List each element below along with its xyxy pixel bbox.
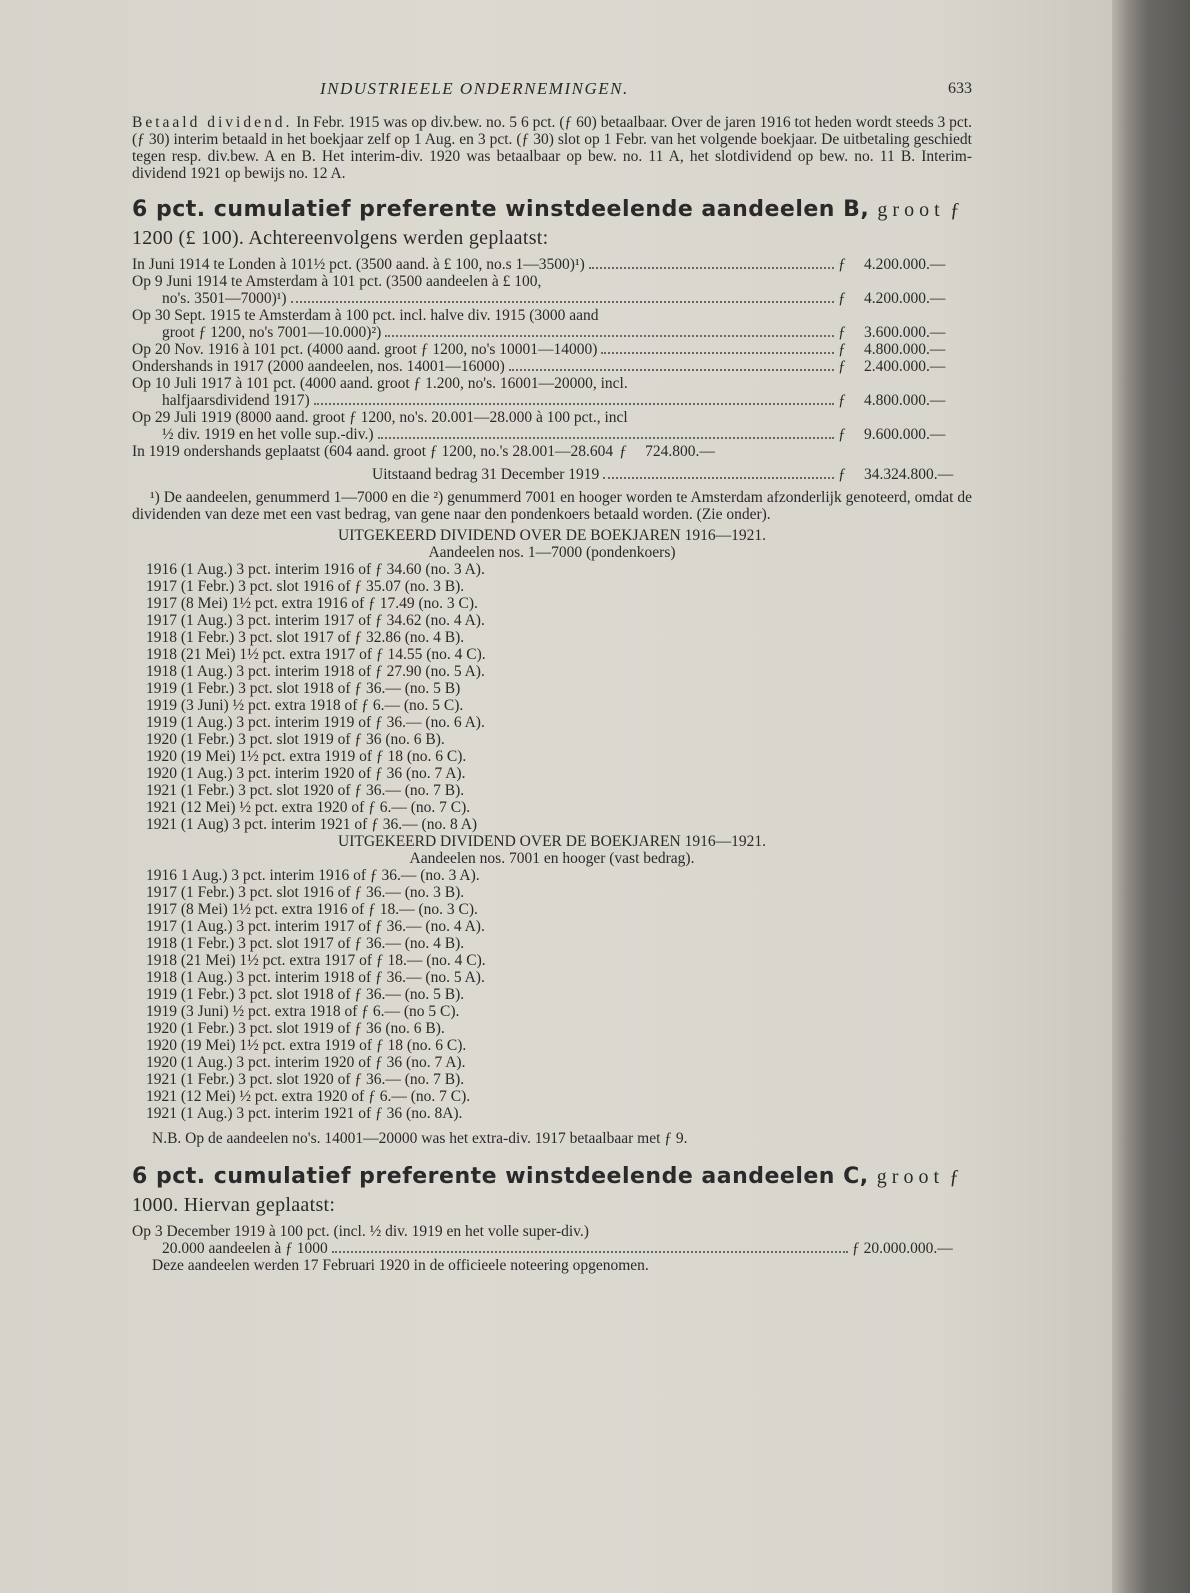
dividend-table-2-title: UITGEKEERD DIVIDEND OVER DE BOEKJAREN 1916—1921. xyxy=(338,833,766,850)
placement-amount: 3.600.000.— xyxy=(864,324,946,341)
dividend-row: 1921 (1 Febr.) 3 pct. slot 1920 of ƒ 36.— (no. 7 B). xyxy=(146,782,465,799)
section-b-heading-bold: 6 pct. cumulatief preferente winstdeelende aandeelen B, xyxy=(132,197,870,222)
placement-text-cont: ½ div. 1919 en het volle sup.-div.) xyxy=(162,426,374,443)
dividend-list-2 xyxy=(146,867,972,1122)
dividend-row: 1920 (1 Febr.) 3 pct. slot 1919 of ƒ 36 (no. 6 B). xyxy=(146,1020,445,1037)
currency-sign: ƒ xyxy=(838,426,846,443)
section-c-heading xyxy=(132,1163,972,1219)
dividend-row: 1918 (1 Aug.) 3 pct. interim 1918 of ƒ 36.— (no. 5 A). xyxy=(146,969,485,986)
placement-amount: 2.400.000.— xyxy=(864,358,946,375)
dividend-row: 1920 (1 Febr.) 3 pct. slot 1919 of ƒ 36 (no. 6 B). xyxy=(146,731,445,748)
placement-row xyxy=(132,409,972,443)
placement-row xyxy=(132,273,972,307)
dividend-table-1-subtitle: Aandeelen nos. 1—7000 (pondenkoers) xyxy=(428,544,676,561)
placement-text: Op 29 Juli 1919 (8000 aand. groot ƒ 1200, no's. 20.001—28.000 à 100 pct., incl xyxy=(132,409,628,426)
dividend-row: 1918 (1 Aug.) 3 pct. interim 1918 of ƒ 27.90 (no. 5 A). xyxy=(146,663,485,680)
placement-text-cont: groot ƒ 1200, no's 7001—10.000)²) xyxy=(162,324,382,341)
dividend-row: 1920 (19 Mei) 1½ pct. extra 1919 of ƒ 18 (no. 6 C). xyxy=(146,748,467,765)
dividend-row: 1916 1 Aug.) 3 pct. interim 1916 of ƒ 36.— (no. 3 A). xyxy=(146,867,480,884)
currency-sign: ƒ xyxy=(838,392,846,409)
dividend-table-2-subtitle: Aandeelen nos. 7001 en hooger (vast bedrag). xyxy=(409,850,695,867)
footnote: ¹) De aandeelen, genummerd 1—7000 en die ²) genummerd 7001 en hooger worden te Amsterdam afzonderlijk genoteerd, omdat de dividenden van deze met een vast bedrag, van gene naar den pondenkoers betaald worden. (Zie onder). xyxy=(132,489,972,523)
section-b-heading xyxy=(132,196,972,252)
dividend-row: 1921 (1 Febr.) 3 pct. slot 1920 of ƒ 36.— (no. 7 B). xyxy=(146,1071,465,1088)
placement-row xyxy=(132,358,972,375)
dividend-row: 1919 (1 Aug.) 3 pct. interim 1919 of ƒ 36.— (no. 6 A). xyxy=(146,714,485,731)
dividend-row: 1917 (8 Mei) 1½ pct. extra 1916 of ƒ 17.49 (no. 3 C). xyxy=(146,595,478,612)
total-row xyxy=(132,466,972,483)
placement-text: Ondershands in 1917 (2000 aandeelen, nos. 14001—16000) xyxy=(132,358,505,375)
dividend-row: 1917 (8 Mei) 1½ pct. extra 1916 of ƒ 18.— (no. 3 C). xyxy=(146,901,478,918)
placement-amount: 724.800.— xyxy=(645,443,715,460)
placement-amount: 4.800.000.— xyxy=(864,392,946,409)
currency-sign: ƒ xyxy=(838,466,846,483)
section-c-groot: groot xyxy=(876,1166,945,1188)
placement-text: Op 9 Juni 1914 te Amsterdam à 101 pct. (3500 aandeelen à £ 100, xyxy=(132,273,542,290)
dividend-row: 1918 (21 Mei) 1½ pct. extra 1917 of ƒ 14.55 (no. 4 C). xyxy=(146,646,486,663)
nb-note: N.B. Op de aandeelen no's. 14001—20000 was het extra-div. 1917 betaalbaar met ƒ 9. xyxy=(152,1130,688,1147)
placement-row xyxy=(132,443,972,460)
section-c-rest: ƒ 1000. Hiervan geplaatst: xyxy=(132,1166,960,1216)
dividend-row: 1916 (1 Aug.) 3 pct. interim 1916 of ƒ 34.60 (no. 3 A). xyxy=(146,561,485,578)
page-content xyxy=(132,80,972,1274)
placement-amount: 4.200.000.— xyxy=(864,290,946,307)
dividend-row: 1919 (3 Juni) ½ pct. extra 1918 of ƒ 6.— (no. 5 C). xyxy=(146,697,464,714)
dividend-row: 1919 (1 Febr.) 3 pct. slot 1918 of ƒ 36.— (no. 5 B). xyxy=(146,986,465,1003)
dividend-row: 1921 (1 Aug.) 3 pct. interim 1921 of ƒ 36 (no. 8A). xyxy=(146,1105,463,1122)
total-label: Uitstaand bedrag 31 December 1919 xyxy=(372,466,600,483)
placement-row xyxy=(132,256,972,273)
section-c-line2-row xyxy=(132,1240,972,1257)
placement-text-cont: halfjaarsdividend 1917) xyxy=(162,392,310,409)
intro-lead: Betaald dividend. xyxy=(132,114,293,131)
placement-text: Op 20 Nov. 1916 à 101 pct. (4000 aand. groot ƒ 1200, no's 10001—14000) xyxy=(132,341,598,358)
dividend-row: 1920 (1 Aug.) 3 pct. interim 1920 of ƒ 36 (no. 7 A). xyxy=(146,765,466,782)
currency-sign: ƒ xyxy=(838,256,846,273)
dividend-row: 1917 (1 Febr.) 3 pct. slot 1916 of ƒ 36.— (no. 3 B). xyxy=(146,884,465,901)
placement-text: In 1919 ondershands geplaatst (604 aand. groot ƒ 1200, no.'s 28.001—28.604 xyxy=(132,443,614,460)
placement-text: Op 30 Sept. 1915 te Amsterdam à 100 pct. incl. halve div. 1915 (3000 aand xyxy=(132,307,599,324)
placement-amount: 9.600.000.— xyxy=(864,426,946,443)
currency-sign: ƒ xyxy=(838,358,846,375)
placement-row xyxy=(132,375,972,409)
page-number: 633 xyxy=(948,80,972,97)
placement-row xyxy=(132,307,972,341)
dividend-row: 1919 (3 Juni) ½ pct. extra 1918 of ƒ 6.— (no 5 C). xyxy=(146,1003,460,1020)
dividend-row: 1920 (19 Mei) 1½ pct. extra 1919 of ƒ 18 (no. 6 C). xyxy=(146,1037,467,1054)
dividend-row: 1921 (12 Mei) ½ pct. extra 1920 of ƒ 6.— (no. 7 C). xyxy=(146,799,471,816)
placement-text-cont: no's. 3501—7000)¹) xyxy=(162,290,287,307)
currency-sign: ƒ xyxy=(838,324,846,341)
total-amount: 34.324.800.— xyxy=(864,466,954,483)
dividend-row: 1918 (21 Mei) 1½ pct. extra 1917 of ƒ 18.— (no. 4 C). xyxy=(146,952,486,969)
dividend-row: 1921 (12 Mei) ½ pct. extra 1920 of ƒ 6.— (no. 7 C). xyxy=(146,1088,471,1105)
dividend-row: 1917 (1 Aug.) 3 pct. interim 1917 of ƒ 34.62 (no. 4 A). xyxy=(146,612,485,629)
placement-text: In Juni 1914 te Londen à 101½ pct. (3500 aand. à £ 100, no.s 1—3500)¹) xyxy=(132,256,585,273)
dividend-row: 1918 (1 Febr.) 3 pct. slot 1917 of ƒ 36.— (no. 4 B). xyxy=(146,935,465,952)
dividend-list-1 xyxy=(146,561,972,833)
section-c-last: Deze aandeelen werden 17 Februari 1920 in de officieele noteering opgenomen. xyxy=(152,1257,649,1274)
placement-amount: 4.200.000.— xyxy=(864,256,946,273)
intro-text: In Febr. 1915 was op div.bew. no. 5 6 pct. (ƒ 60) betaalbaar. Over de jaren 1916 tot heden wordt steeds 3 pct. (ƒ 30) interim betaald in het boekjaar zelf op 1 Aug. en 3 pct. (ƒ 30) slot op 1 Febr. van het volgende boekjaar. De uitbetaling geschiedt tegen resp. div.bew. A en B. Het interim-div. 1920 was betaalbaar op bew. no. 11 A, het slotdividend op bew. no. 11 B. Interim-dividend 1921 op bewijs no. 12 A. xyxy=(132,114,972,182)
running-header xyxy=(132,80,972,104)
section-c-line2: 20.000 aandeelen à ƒ 1000 xyxy=(162,1240,328,1257)
currency-sign: ƒ xyxy=(838,341,846,358)
dividend-row: 1917 (1 Aug.) 3 pct. interim 1917 of ƒ 36.— (no. 4 A). xyxy=(146,918,485,935)
section-c-line1: Op 3 December 1919 à 100 pct. (incl. ½ div. 1919 en het volle super-div.) xyxy=(132,1223,589,1240)
placement-amount: 4.800.000.— xyxy=(864,341,946,358)
placement-row xyxy=(132,341,972,358)
header-title: INDUSTRIEELE ONDERNEMINGEN. xyxy=(320,79,629,98)
dividend-row: 1919 (1 Febr.) 3 pct. slot 1918 of ƒ 36.— (no. 5 B) xyxy=(146,680,461,697)
dividend-row: 1921 (1 Aug) 3 pct. interim 1921 of ƒ 36.— (no. 8 A) xyxy=(146,816,478,833)
placement-rows xyxy=(132,256,972,483)
dividend-row: 1920 (1 Aug.) 3 pct. interim 1920 of ƒ 36 (no. 7 A). xyxy=(146,1054,466,1071)
currency-sign: ƒ xyxy=(619,443,627,460)
dividend-table-1-title: UITGEKEERD DIVIDEND OVER DE BOEKJAREN 1916—1921. xyxy=(338,527,766,544)
section-c-heading-bold: 6 pct. cumulatief preferente winstdeelende aandeelen C, xyxy=(132,1164,869,1189)
placement-text: Op 10 Juli 1917 à 101 pct. (4000 aand. groot ƒ 1.200, no's. 16001—20000, incl. xyxy=(132,375,628,392)
dividend-row: 1918 (1 Febr.) 3 pct. slot 1917 of ƒ 32.86 (no. 4 B). xyxy=(146,629,465,646)
currency-sign: ƒ xyxy=(838,290,846,307)
section-c-amount: ƒ 20.000.000.— xyxy=(852,1240,953,1257)
intro-paragraph xyxy=(132,114,972,182)
section-b-groot: groot xyxy=(877,199,945,221)
book-spine xyxy=(1112,0,1190,1593)
dividend-row: 1917 (1 Febr.) 3 pct. slot 1916 of ƒ 35.07 (no. 3 B). xyxy=(146,578,465,595)
section-b-rest: ƒ 1200 (£ 100). Achtereenvolgens werden geplaatst: xyxy=(132,199,961,249)
